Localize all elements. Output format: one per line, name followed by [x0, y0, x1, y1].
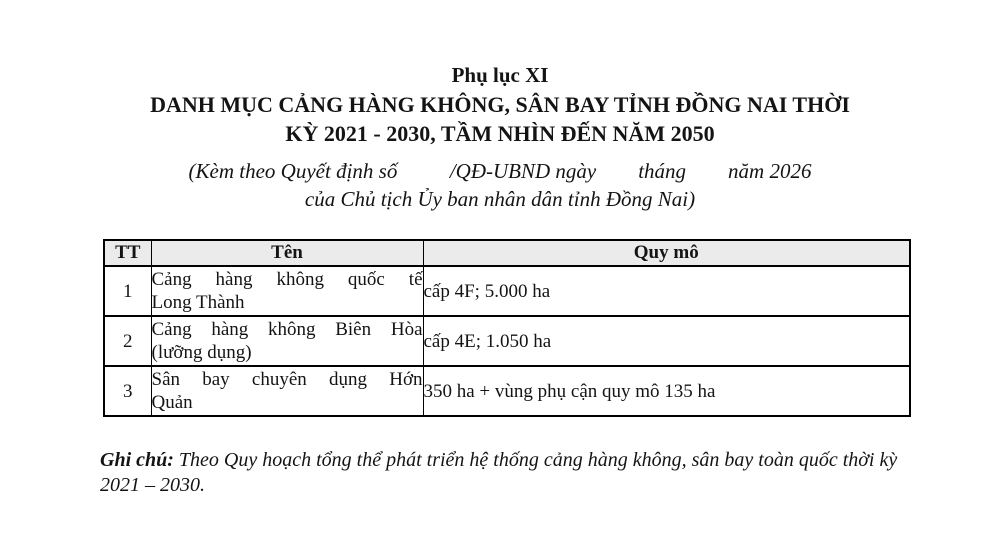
airports-table [103, 239, 911, 417]
row1-name-line2: Long Thành [151, 292, 245, 313]
row3-name [151, 366, 423, 416]
column-header-ten: Tên [151, 240, 423, 266]
row2-name [151, 316, 423, 366]
row2-name-line2: (lưỡng dụng) [151, 342, 252, 363]
row1-scale: cấp 4F; 5.000 ha [423, 266, 910, 316]
row3-scale: 350 ha + vùng phụ cận quy mô 135 ha [423, 366, 910, 416]
document-subtitle-line2: của Chủ tịch Ủy ban nhân dân tỉnh Đồng Nai) [304, 187, 696, 211]
row3-index: 3 [104, 366, 151, 416]
table-row [104, 366, 910, 416]
row2-index: 2 [104, 316, 151, 366]
note-text: Theo Quy hoạch tổng thể phát triển hệ thống cảng hàng không, sân bay toàn quốc thời kỳ 2021 – 2030. [100, 449, 898, 496]
table-row [104, 316, 910, 366]
row3-name-line1: Sân bay chuyên dụng Hớn [151, 369, 423, 390]
document-heading [0, 0, 1000, 213]
appendix-label: Phụ lục XI [451, 63, 549, 87]
row2-name-line1: Cảng hàng không Biên Hòa [151, 319, 423, 340]
document-subtitle-line1: (Kèm theo Quyết định số /QĐ-UBND ngày tháng năm 2026 [188, 159, 812, 183]
document-title-line2: KỲ 2021 - 2030, TẦM NHÌN ĐẾN NĂM 2050 [285, 121, 715, 146]
row1-index: 1 [104, 266, 151, 316]
table-header-row [104, 240, 910, 266]
column-header-quymo: Quy mô [423, 240, 910, 266]
row1-name-line1: Cảng hàng không quốc tế [151, 269, 423, 290]
row2-scale: cấp 4E; 1.050 ha [423, 316, 910, 366]
document-title-line1: DANH MỤC CẢNG HÀNG KHÔNG, SÂN BAY TỈNH ĐỒNG NAI THỜI [150, 92, 850, 117]
note-label: Ghi chú: [100, 449, 174, 471]
row1-name [151, 266, 423, 316]
table-row [104, 266, 910, 316]
column-header-tt: TT [104, 240, 151, 266]
note [100, 448, 938, 498]
row3-name-line2: Quản [151, 392, 193, 413]
